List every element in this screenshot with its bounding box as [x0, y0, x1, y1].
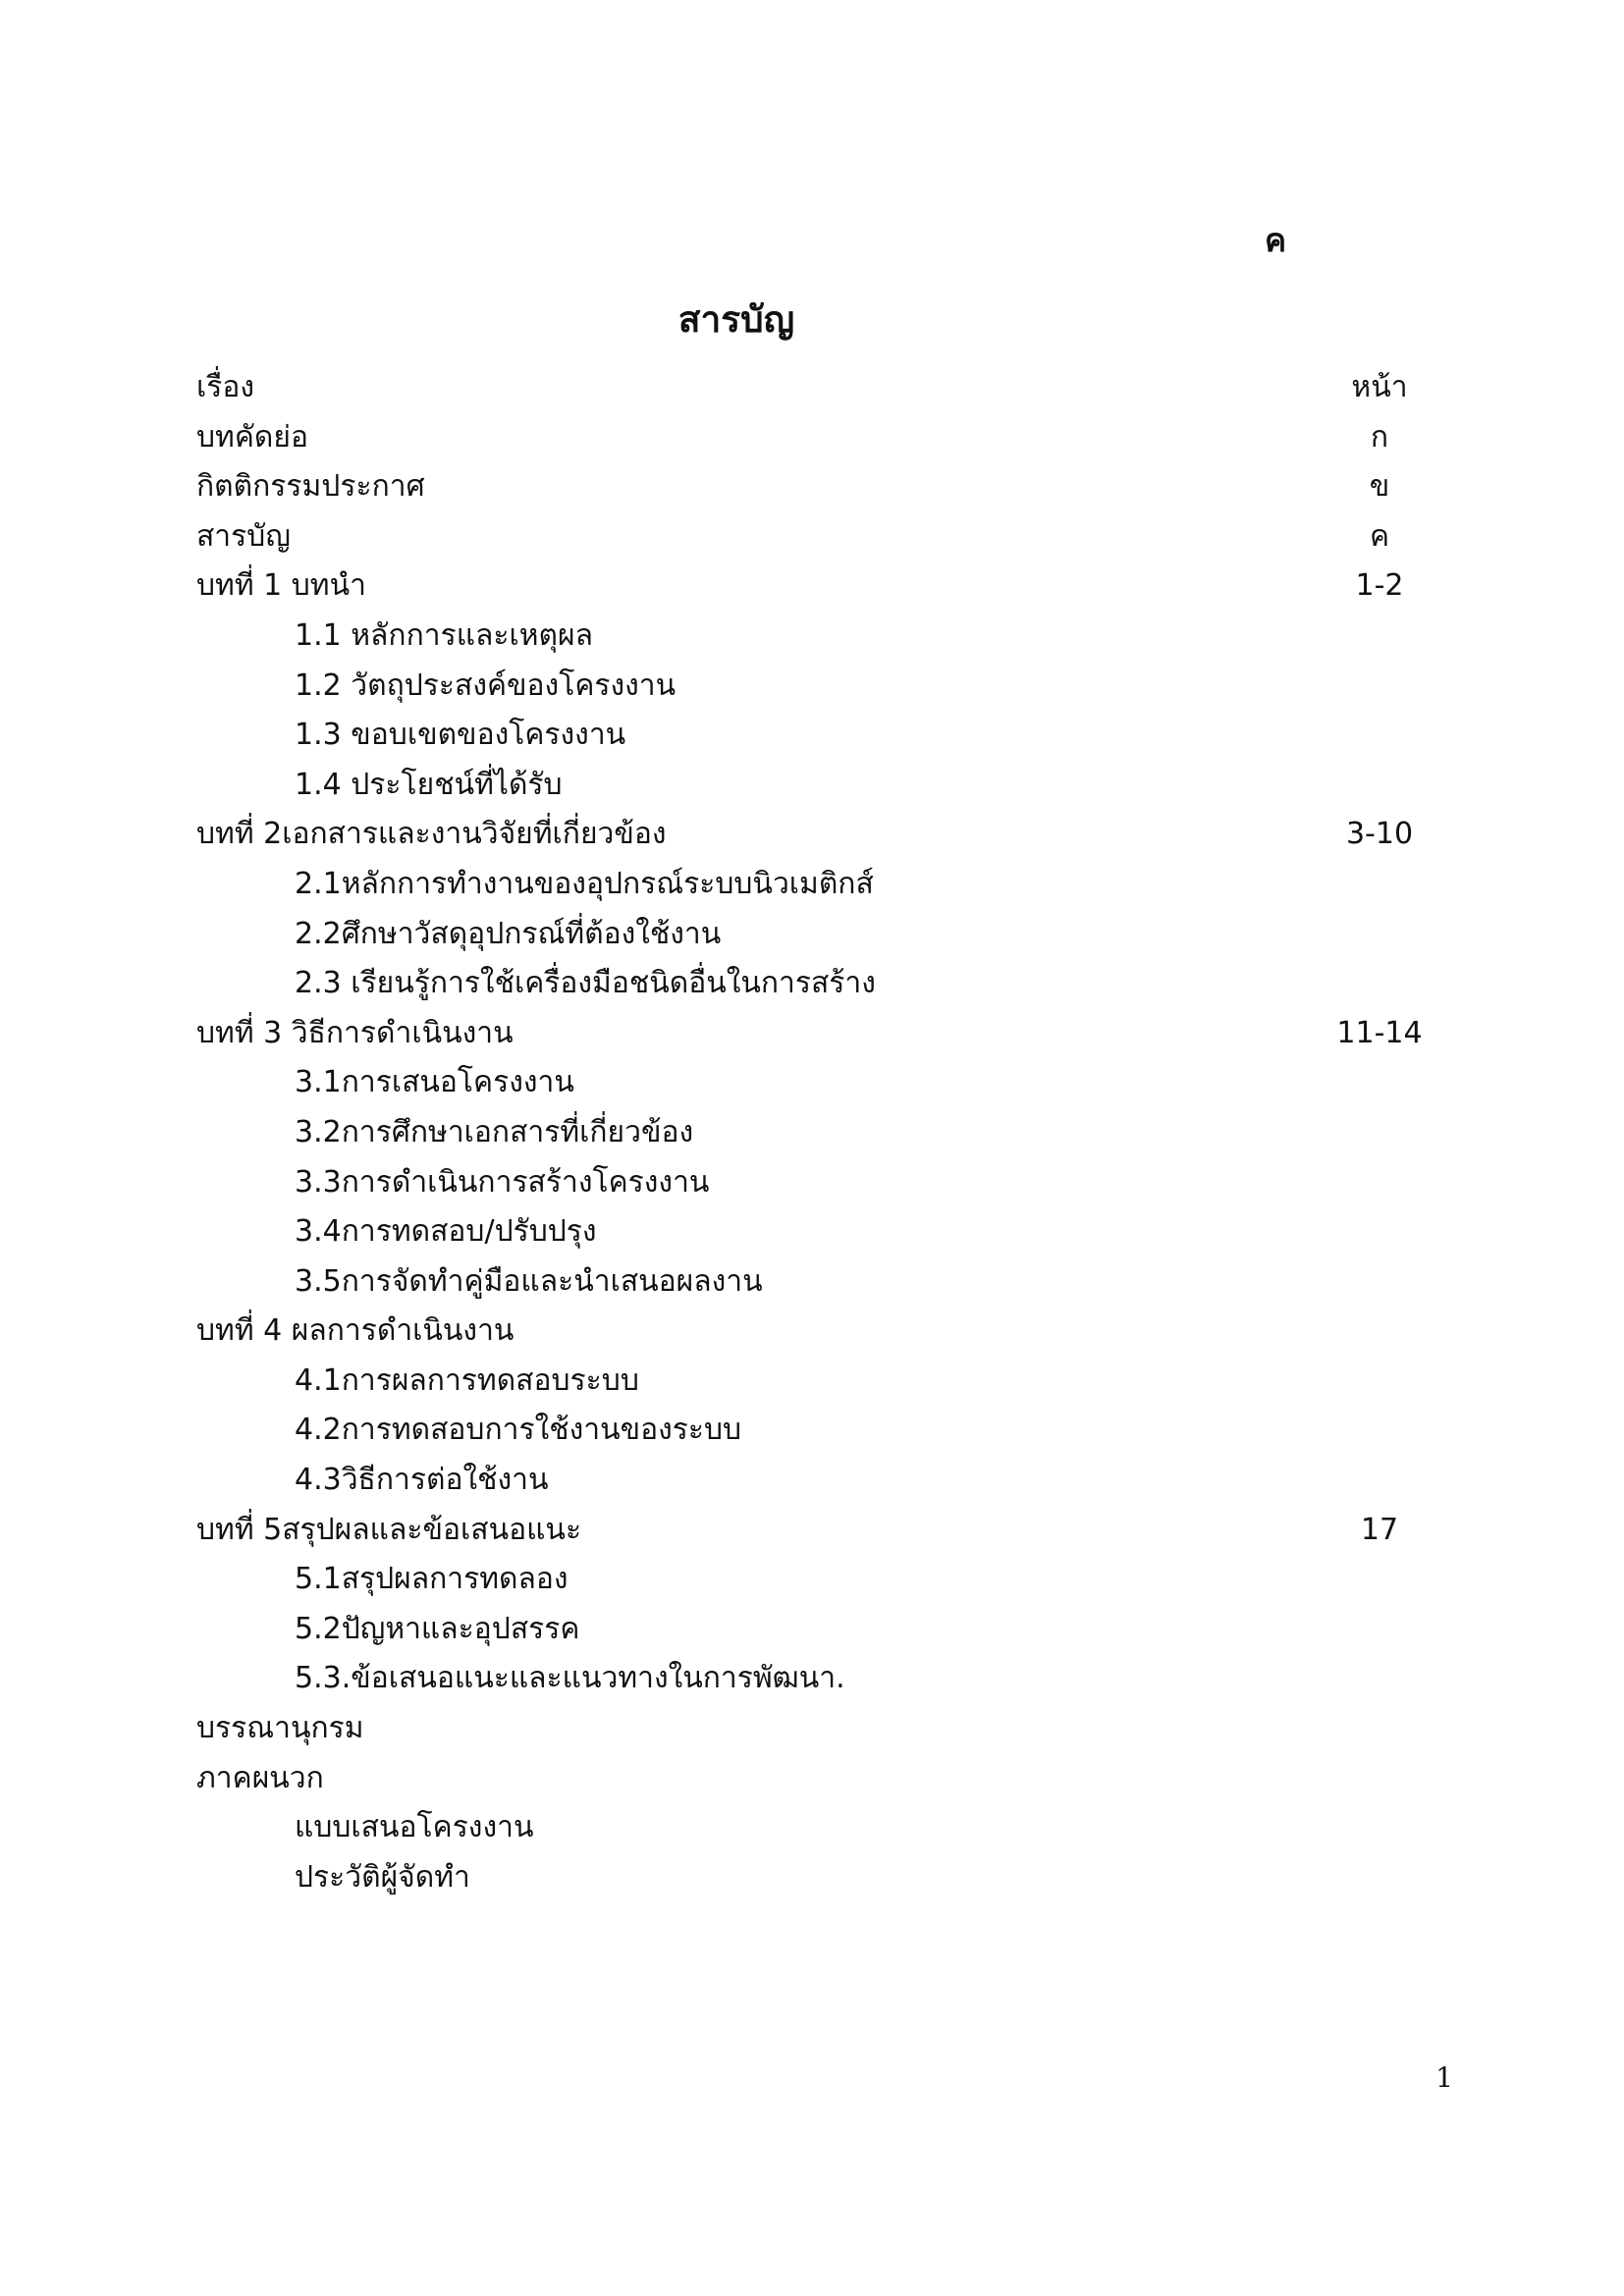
- toc-page-header: หน้า: [1351, 370, 1408, 404]
- toc-entry: [196, 1207, 1434, 1257]
- toc-entry-label: สารบัญ: [196, 518, 291, 554]
- toc-entry-label: บทคัดย่อ: [196, 419, 308, 454]
- table-of-contents: [196, 363, 1434, 1902]
- toc-entry-page: 11-14: [1336, 1015, 1423, 1050]
- toc-entry-label: 1.4 ประโยชน์ที่ได้รับ: [295, 767, 563, 802]
- toc-entry: [196, 1853, 1434, 1903]
- toc-entry-label: 2.1หลักการทำงานของอุปกรณ์ระบบนิวเมติกส์: [295, 866, 874, 901]
- toc-entry: [196, 860, 1434, 910]
- toc-entry: [196, 413, 1434, 463]
- toc-topic-header: เรื่อง: [196, 370, 255, 404]
- toc-entry: [196, 711, 1434, 761]
- toc-entry-label: บทที่ 3 วิธีการดำเนินงาน: [196, 1015, 514, 1050]
- toc-entry: [196, 810, 1434, 860]
- toc-entry-label: บทที่ 5สรุปผลและข้อเสนอแนะ: [196, 1512, 582, 1547]
- toc-entry-label: 3.5การจัดทำคู่มือและนำเสนอผลงาน: [295, 1263, 763, 1299]
- toc-entry-label: 2.2ศึกษาวัสดุอุปกรณ์ที่ต้องใช้งาน: [295, 916, 722, 951]
- toc-entry-page: ก: [1370, 419, 1389, 454]
- toc-entry-label: 4.2การทดสอบการใช้งานของระบบ: [295, 1413, 742, 1448]
- toc-entry: [196, 1058, 1434, 1108]
- toc-entry: [196, 1406, 1434, 1456]
- toc-entry: [196, 462, 1434, 512]
- page-title: สารบัญ: [677, 298, 795, 341]
- toc-entry: [196, 761, 1434, 811]
- toc-entry: [196, 1704, 1434, 1754]
- toc-entry: [196, 512, 1434, 562]
- page-letter: ค: [1265, 221, 1287, 259]
- toc-entry: [196, 612, 1434, 662]
- toc-entry: [196, 1009, 1434, 1059]
- toc-entry: [196, 1506, 1434, 1556]
- toc-entry: [196, 1803, 1434, 1853]
- toc-entry: [196, 662, 1434, 712]
- page-number: 1: [1435, 2061, 1453, 2094]
- toc-entry: [196, 1158, 1434, 1208]
- toc-entry-page: ค: [1369, 518, 1390, 554]
- toc-entry-label: ภาคผนวก: [196, 1760, 324, 1795]
- toc-entry-label: บรรณานุกรม: [196, 1711, 364, 1746]
- toc-entry-label: 3.2การศึกษาเอกสารที่เกี่ยวข้อง: [295, 1114, 694, 1149]
- toc-entry: [196, 1108, 1434, 1158]
- toc-entry-label: 5.2ปัญหาและอุปสรรค: [295, 1611, 580, 1646]
- toc-entry: [196, 1654, 1434, 1704]
- toc-entry-label: 3.3การดำเนินการสร้างโครงงาน: [295, 1164, 710, 1200]
- toc-entry: [196, 561, 1434, 612]
- toc-entry-label: 4.3วิธีการต่อใช้งาน: [295, 1463, 549, 1498]
- toc-entry: [196, 959, 1434, 1009]
- toc-entry: [196, 1754, 1434, 1804]
- toc-entry-label: 1.3 ขอบเขตของโครงงาน: [295, 718, 626, 753]
- toc-entry-label: 5.1สรุปผลการทดลอง: [295, 1562, 568, 1597]
- toc-entry: [196, 1555, 1434, 1605]
- toc-entry: [196, 910, 1434, 960]
- toc-entry-label: 1.2 วัตถุประสงค์ของโครงงาน: [295, 667, 677, 703]
- toc-entry-label: 5.3.ข้อเสนอแนะและแนวทางในการพัฒนา.: [295, 1661, 845, 1696]
- toc-entry-label: แบบเสนอโครงงาน: [295, 1810, 534, 1845]
- toc-entry: [196, 1456, 1434, 1506]
- toc-entry-label: 1.1 หลักการและเหตุผล: [295, 617, 593, 653]
- toc-entry-label: บทที่ 1 บทนำ: [196, 568, 366, 604]
- toc-entry-label: บทที่ 4 ผลการดำเนินงาน: [196, 1313, 514, 1349]
- toc-entry-label: 2.3 เรียนรู้การใช้เครื่องมือชนิดอื่นในการสร้าง: [295, 966, 876, 1001]
- toc-entry: [196, 1257, 1434, 1308]
- toc-entry-label: กิตติกรรมประกาศ: [196, 469, 425, 505]
- toc-entry-page: 1-2: [1355, 568, 1404, 604]
- toc-entry-label: บทที่ 2เอกสารและงานวิจัยที่เกี่ยวข้อง: [196, 817, 667, 852]
- toc-entry-page: 3-10: [1345, 817, 1414, 852]
- toc-header-row: [196, 363, 1434, 413]
- toc-entry-label: ประวัติผู้จัดทำ: [295, 1859, 470, 1895]
- toc-entry-label: 3.4การทดสอบ/ปรับปรุง: [295, 1214, 597, 1250]
- toc-entry-page: 17: [1360, 1512, 1399, 1547]
- toc-entry-label: 3.1การเสนอโครงงาน: [295, 1065, 574, 1100]
- toc-entry: [196, 1307, 1434, 1357]
- toc-entry: [196, 1357, 1434, 1407]
- toc-entry-page: ข: [1369, 469, 1390, 505]
- toc-entry: [196, 1605, 1434, 1655]
- toc-entry-label: 4.1การผลการทดสอบระบบ: [295, 1362, 639, 1398]
